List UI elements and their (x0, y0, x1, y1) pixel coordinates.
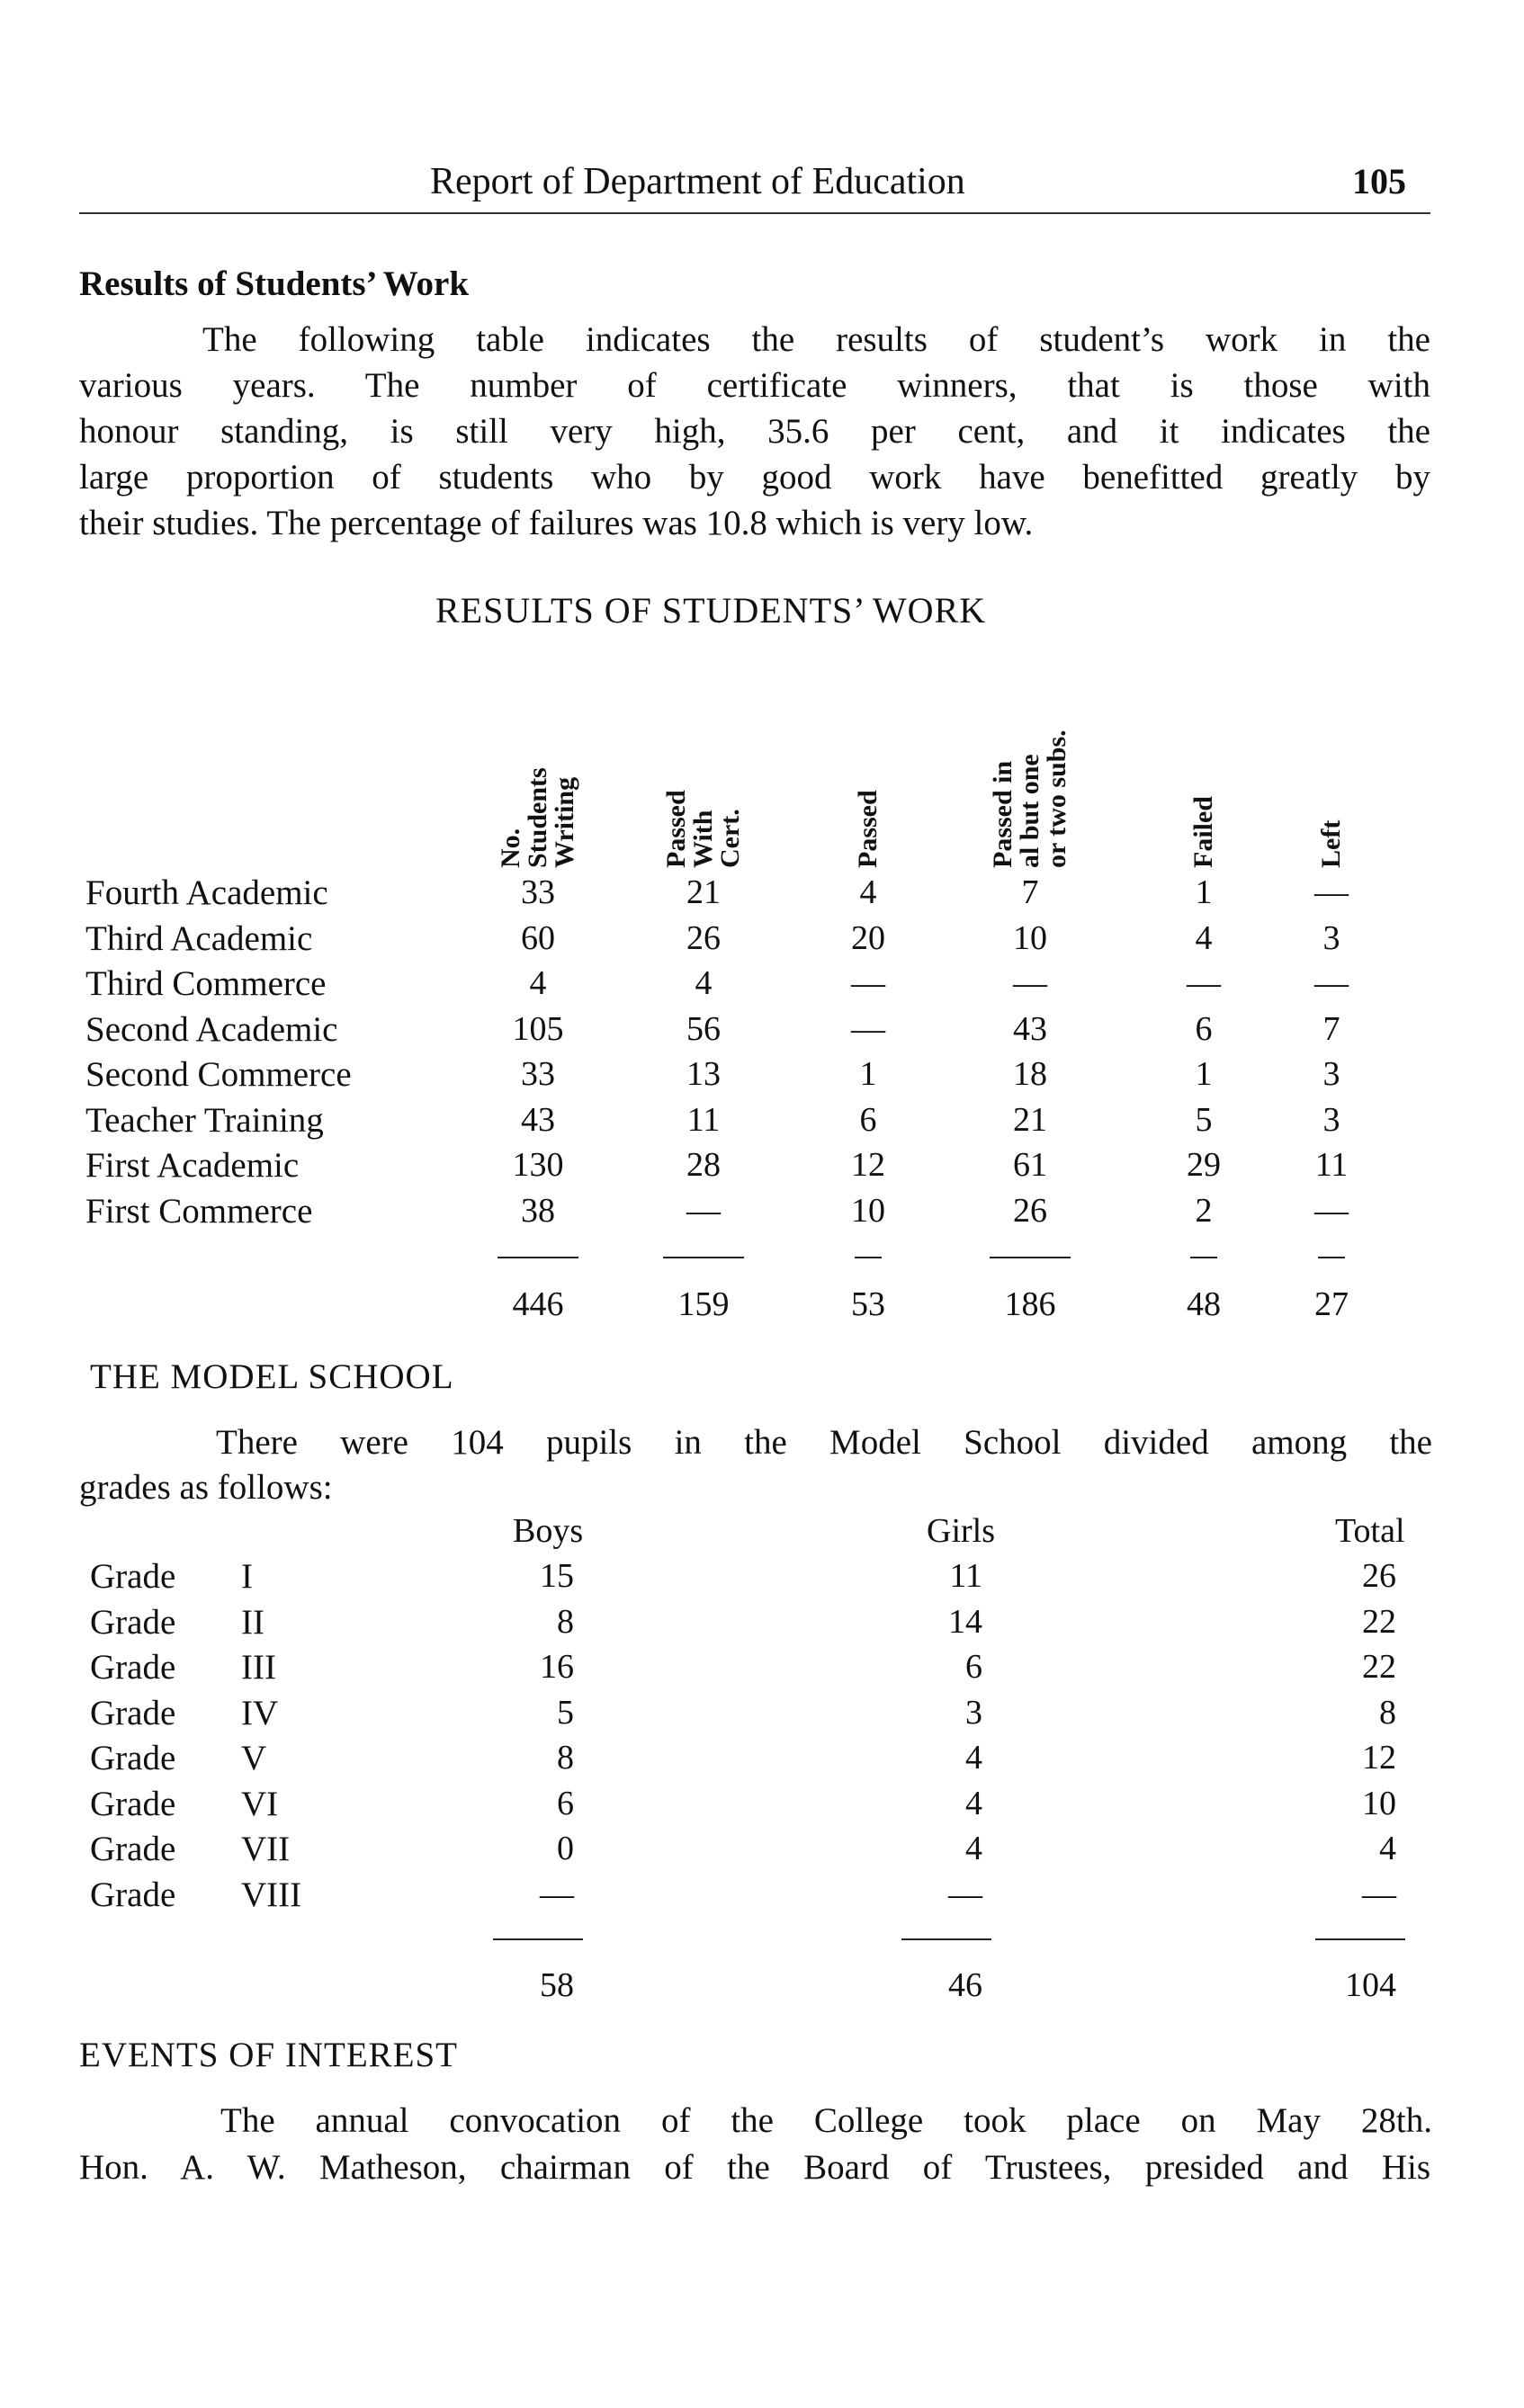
table-cell: — (851, 1009, 885, 1048)
column-header: Boys (513, 1512, 584, 1550)
boys-total: 58 (540, 1966, 574, 2004)
girls-cell: 4 (965, 1784, 982, 1822)
table-cell: 7 (1021, 873, 1039, 911)
table-cell: 105 (512, 1009, 564, 1048)
running-head-title: Report of Department of Education (430, 161, 965, 202)
total-cell: 26 (1362, 1557, 1396, 1595)
table-cell: — (1187, 964, 1221, 1002)
total-cell: 48 (1187, 1285, 1221, 1323)
grade-label: Grade (90, 1557, 176, 1596)
table-cell: 130 (512, 1146, 564, 1184)
girls-cell: 14 (948, 1602, 982, 1641)
paragraph-line: their studies. The percentage of failures was 10.8 which is very low. (79, 504, 1034, 542)
grade-label: Grade (90, 1830, 176, 1868)
table-cell: 3 (1322, 918, 1340, 957)
column-header: Writing (550, 776, 579, 868)
table-cell: 1 (1195, 873, 1213, 911)
column-header: Cert. (715, 809, 745, 868)
table-cell: 6 (859, 1100, 877, 1139)
table-cell: 33 (521, 873, 555, 911)
total-rule (498, 1257, 578, 1258)
events-line-1: The annual convocation of the College took place on May 28th. (220, 2101, 1432, 2140)
model-school-line-2: grades as follows: (79, 1468, 333, 1507)
boys-cell: 0 (557, 1830, 574, 1867)
total-cell: 53 (851, 1285, 885, 1323)
table-cell: 28 (686, 1146, 721, 1184)
girls-total: 46 (948, 1966, 982, 2004)
table-cell: 4 (859, 873, 877, 911)
grade-label: Grade (90, 1693, 176, 1732)
grade-label: Grade (90, 1602, 176, 1642)
column-header: al but one (1015, 754, 1044, 868)
total-rule (855, 1257, 882, 1258)
column-header: Passed in (988, 760, 1017, 868)
boys-cell: 8 (557, 1739, 574, 1777)
table-cell: 11 (1314, 1146, 1349, 1184)
total-cell: 10 (1362, 1784, 1396, 1822)
row-label: First Academic (85, 1146, 300, 1185)
table-cell: 2 (1195, 1191, 1213, 1230)
boys-cell: 5 (557, 1693, 574, 1732)
grade-numeral: VII (241, 1830, 291, 1868)
row-label: Fourth Academic (85, 873, 328, 912)
grade-label: Grade (90, 1784, 176, 1823)
page-number: 105 (1352, 161, 1406, 201)
table-cell: 21 (686, 873, 721, 911)
row-label: Third Commerce (85, 964, 327, 1003)
paragraph-line: The following table indicates the results of student’s work in the (202, 320, 1430, 359)
girls-cell: 6 (965, 1648, 982, 1686)
table-cell: — (851, 964, 885, 1002)
total-cell: 12 (1362, 1739, 1396, 1777)
row-label: Third Academic (85, 918, 313, 958)
table-cell: 60 (521, 918, 555, 957)
table-cell: 18 (1013, 1055, 1047, 1093)
table-cell: 12 (851, 1146, 885, 1184)
table-cell: — (1314, 873, 1349, 911)
column-header: or two subs. (1042, 730, 1071, 868)
paragraph-line: large proportion of students who by good work have benefitted greatly by (79, 458, 1430, 497)
model-school-line-1: There were 104 pupils in the Model School divided among the (216, 1423, 1432, 1462)
table-cell: 4 (695, 964, 713, 1002)
table-cell: 26 (686, 918, 721, 957)
paragraph-line: various years. The number of certificate winners, that is those with (79, 366, 1430, 405)
row-label: Second Commerce (85, 1055, 352, 1094)
table-cell: 56 (686, 1009, 721, 1048)
boys-cell: 8 (557, 1602, 574, 1641)
grand-total: 104 (1345, 1966, 1396, 2004)
total-rule (1315, 1938, 1405, 1940)
girls-cell: 3 (965, 1693, 982, 1732)
total-rule (990, 1257, 1071, 1258)
grade-label: Grade (90, 1739, 176, 1777)
table-cell: 61 (1013, 1146, 1047, 1184)
grade-numeral: VI (241, 1784, 279, 1823)
table-cell: — (1314, 1191, 1349, 1230)
grade-numeral: VIII (241, 1875, 302, 1914)
table-cell: 26 (1013, 1191, 1047, 1230)
row-label: Teacher Training (85, 1100, 324, 1140)
table-cell: 4 (529, 964, 547, 1002)
row-label: Second Academic (85, 1009, 338, 1049)
column-header: Passed (853, 790, 883, 868)
column-header: No. (496, 828, 525, 868)
table-cell: 6 (1195, 1009, 1213, 1048)
table-cell: 43 (521, 1100, 555, 1139)
table-cell: 3 (1322, 1055, 1340, 1093)
girls-cell: 11 (949, 1557, 982, 1595)
total-cell: 27 (1314, 1285, 1349, 1323)
total-rule (493, 1938, 583, 1940)
total-cell: 186 (1004, 1285, 1056, 1323)
total-rule (663, 1257, 744, 1258)
table-cell: 21 (1013, 1100, 1047, 1139)
table-cell: 20 (851, 918, 885, 957)
table-cell: 10 (851, 1191, 885, 1230)
total-cell: 8 (1379, 1693, 1396, 1732)
total-cell: 4 (1379, 1830, 1396, 1867)
total-cell: 159 (677, 1285, 730, 1323)
total-rule (1190, 1257, 1217, 1258)
girls-cell: 4 (965, 1739, 982, 1777)
table-cell: 1 (1195, 1055, 1213, 1093)
grade-numeral: V (241, 1739, 267, 1777)
grade-numeral: II (241, 1602, 264, 1642)
total-cell: 446 (512, 1285, 564, 1323)
table-cell: 13 (686, 1055, 721, 1093)
total-cell: 22 (1362, 1648, 1396, 1686)
grade-numeral: IV (241, 1693, 279, 1732)
table-cell: 1 (859, 1055, 877, 1093)
column-header: Students (523, 767, 552, 868)
grade-label: Grade (90, 1875, 176, 1914)
table-cell: 3 (1322, 1100, 1340, 1139)
model-school-heading: THE MODEL SCHOOL (90, 1357, 454, 1396)
column-header: Passed (661, 790, 691, 868)
column-header: Left (1316, 819, 1346, 868)
table-cell: — (1314, 964, 1349, 1002)
column-header: Girls (927, 1512, 995, 1550)
grade-numeral: I (241, 1557, 253, 1596)
total-cell: 22 (1362, 1602, 1396, 1641)
total-rule (901, 1938, 991, 1940)
table-cell: 4 (1195, 918, 1213, 957)
table-cell: 10 (1013, 918, 1047, 957)
table-cell: 5 (1195, 1100, 1213, 1139)
events-line-2: Hon. A. W. Matheson, chairman of the Board of Trustees, presided and His (79, 2148, 1430, 2187)
table-cell: 29 (1187, 1146, 1221, 1184)
boys-cell: — (540, 1875, 574, 1913)
section-heading: Results of Students’ Work (79, 264, 470, 303)
column-header: With (688, 810, 718, 868)
header-rule (79, 212, 1430, 214)
column-header: Failed (1188, 796, 1218, 868)
row-label: First Commerce (85, 1191, 313, 1231)
table-cell: — (686, 1191, 721, 1230)
table-cell: 11 (686, 1100, 721, 1139)
boys-cell: 16 (540, 1648, 574, 1686)
table-cell: 43 (1013, 1009, 1047, 1048)
paragraph-line: honour standing, is still very high, 35.6 per cent, and it indicates the (79, 412, 1430, 451)
events-heading: EVENTS OF INTEREST (79, 2036, 458, 2074)
girls-cell: 4 (965, 1830, 982, 1867)
table-cell: 33 (521, 1055, 555, 1093)
table-cell: 7 (1322, 1009, 1340, 1048)
table-caption: RESULTS OF STUDENTS’ WORK (435, 590, 987, 631)
boys-cell: 15 (540, 1557, 574, 1595)
table-cell: 38 (521, 1191, 555, 1230)
table-cell: — (1013, 964, 1047, 1002)
girls-cell: — (948, 1875, 982, 1913)
grade-label: Grade (90, 1648, 176, 1687)
total-cell: — (1362, 1875, 1396, 1913)
boys-cell: 6 (557, 1784, 574, 1822)
column-header: Total (1335, 1512, 1405, 1550)
grade-numeral: III (241, 1648, 276, 1687)
total-rule (1318, 1257, 1345, 1258)
